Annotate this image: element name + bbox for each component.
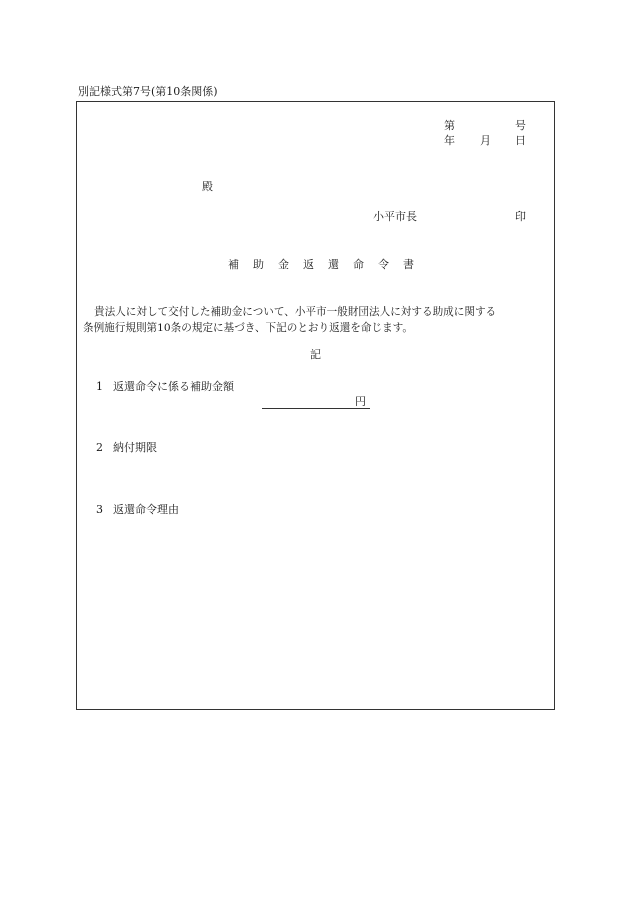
amount-underline <box>262 396 370 409</box>
item-number-1: 1 <box>96 380 103 393</box>
date-month-label: 月 <box>480 134 491 147</box>
document-title: 補助金返還命令書 <box>228 258 428 271</box>
body-paragraph <box>83 304 553 336</box>
item-number-3: 3 <box>96 503 103 516</box>
item-number-2: 2 <box>96 441 103 454</box>
number-prefix: 第 <box>444 119 455 132</box>
ki-heading: 記 <box>310 348 321 361</box>
item-label-3: 返還命令理由 <box>113 503 179 516</box>
form-label: 別記様式第7号(第10条関係) <box>78 85 218 98</box>
addressee-suffix: 殿 <box>202 180 213 193</box>
date-day-label: 日 <box>515 134 526 147</box>
body-line-1: 貴法人に対して交付した補助金について、小平市一般財団法人に対する助成に関する <box>94 306 497 318</box>
item-label-2: 納付期限 <box>113 441 157 454</box>
issuer-name: 小平市長 <box>373 210 417 223</box>
amount-unit: 円 <box>355 395 366 408</box>
body-line-2: 条例施行規則第10条の規定に基づき、下記のとおり返還を命じます。 <box>83 322 414 334</box>
number-suffix: 号 <box>515 119 526 132</box>
seal-mark: 印 <box>515 210 526 223</box>
item-label-1: 返還命令に係る補助金額 <box>113 380 234 393</box>
date-year-label: 年 <box>444 134 455 147</box>
